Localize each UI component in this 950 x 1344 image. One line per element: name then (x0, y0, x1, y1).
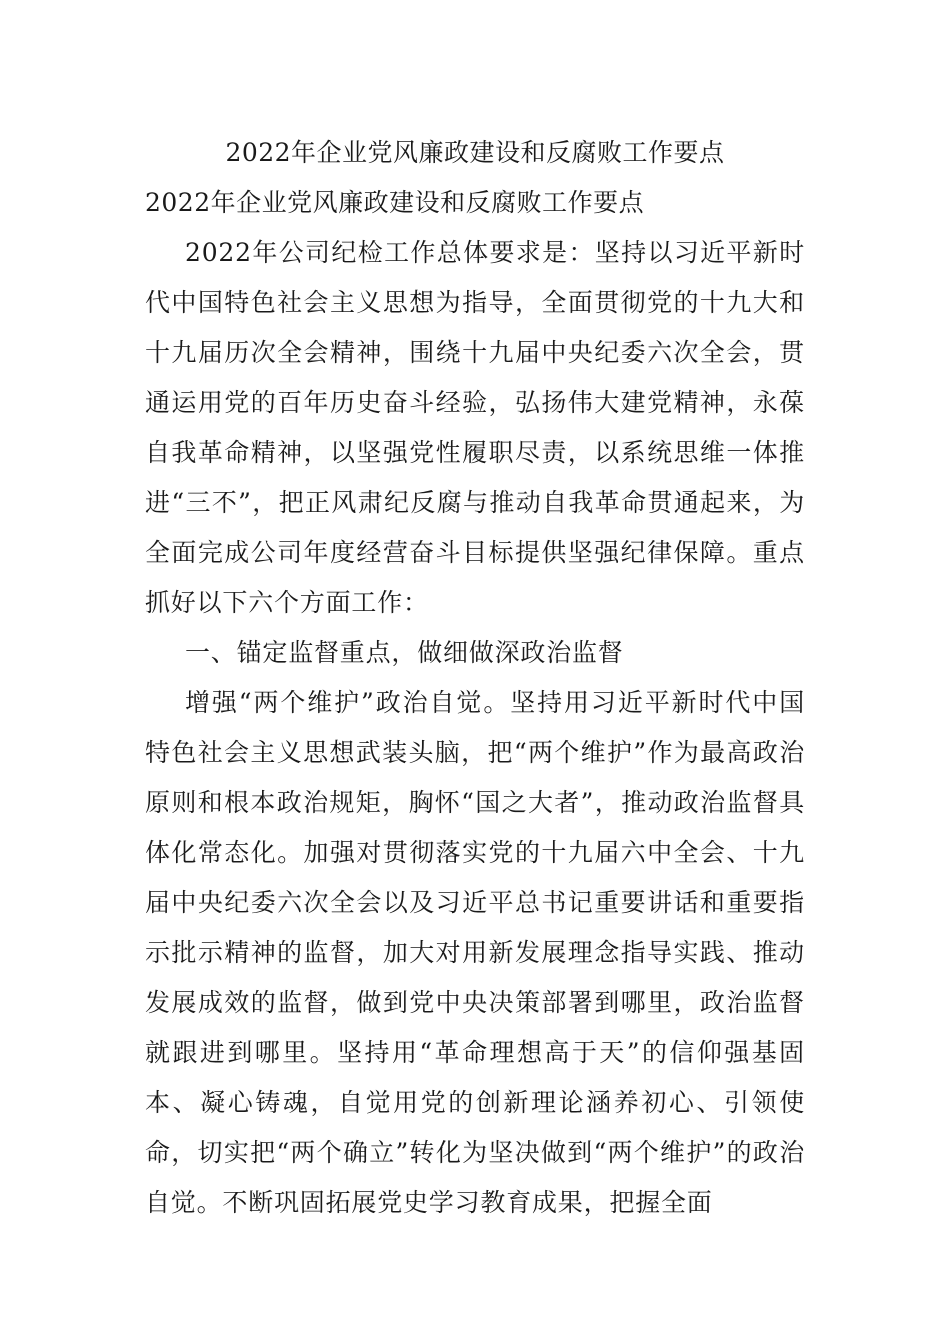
paragraph-general-requirements: 2022年公司纪检工作总体要求是：坚持以习近平新时代中国特色社会主义思想为指导，全面贯彻党的十九大和十九届历次全会精神，围绕十九届中央纪委六次全会，贯通运用党的百年历史奋斗经验，弘扬伟大建党精神，永葆自我革命精神，以坚强党性履职尽责，以系统思维一体推进“三不”，把正风肃纪反腐与推动自我革命贯通起来，为全面完成公司年度经营奋斗目标提供坚强纪律保障。重点抓好以下六个方面工作： (145, 238, 805, 617)
document-body (145, 228, 805, 1228)
section-heading-one: 一、锚定监督重点，做细做深政治监督 (185, 638, 624, 667)
paragraph-two-maintains: 增强“两个维护”政治自觉。坚持用习近平新时代中国特色社会主义思想武装头脑，把“两个维护”作为最高政治原则和根本政治规矩，胸怀“国之大者”，推动政治监督具体化常态化。加强对贯彻落实党的十九届六中全会、十九届中央纪委六次全会以及习近平总书记重要讲话和重要指示批示精神的监督，加大对用新发展理念指导实践、推动发展成效的监督，做到党中央决策部署到哪里，政治监督就跟进到哪里。坚持用“革命理想高于天”的信仰强基固本、凝心铸魂，自觉用党的创新理论涵养初心、引领使命，切实把“两个确立”转化为坚决做到“两个维护”的政治自觉。不断巩固拓展党史学习教育成果，把握全面 (145, 688, 805, 1217)
document-subtitle: 2022年企业党风廉政建设和反腐败工作要点 (145, 188, 645, 217)
document-title: 2022年企业党风廉政建设和反腐败工作要点 (225, 138, 725, 167)
